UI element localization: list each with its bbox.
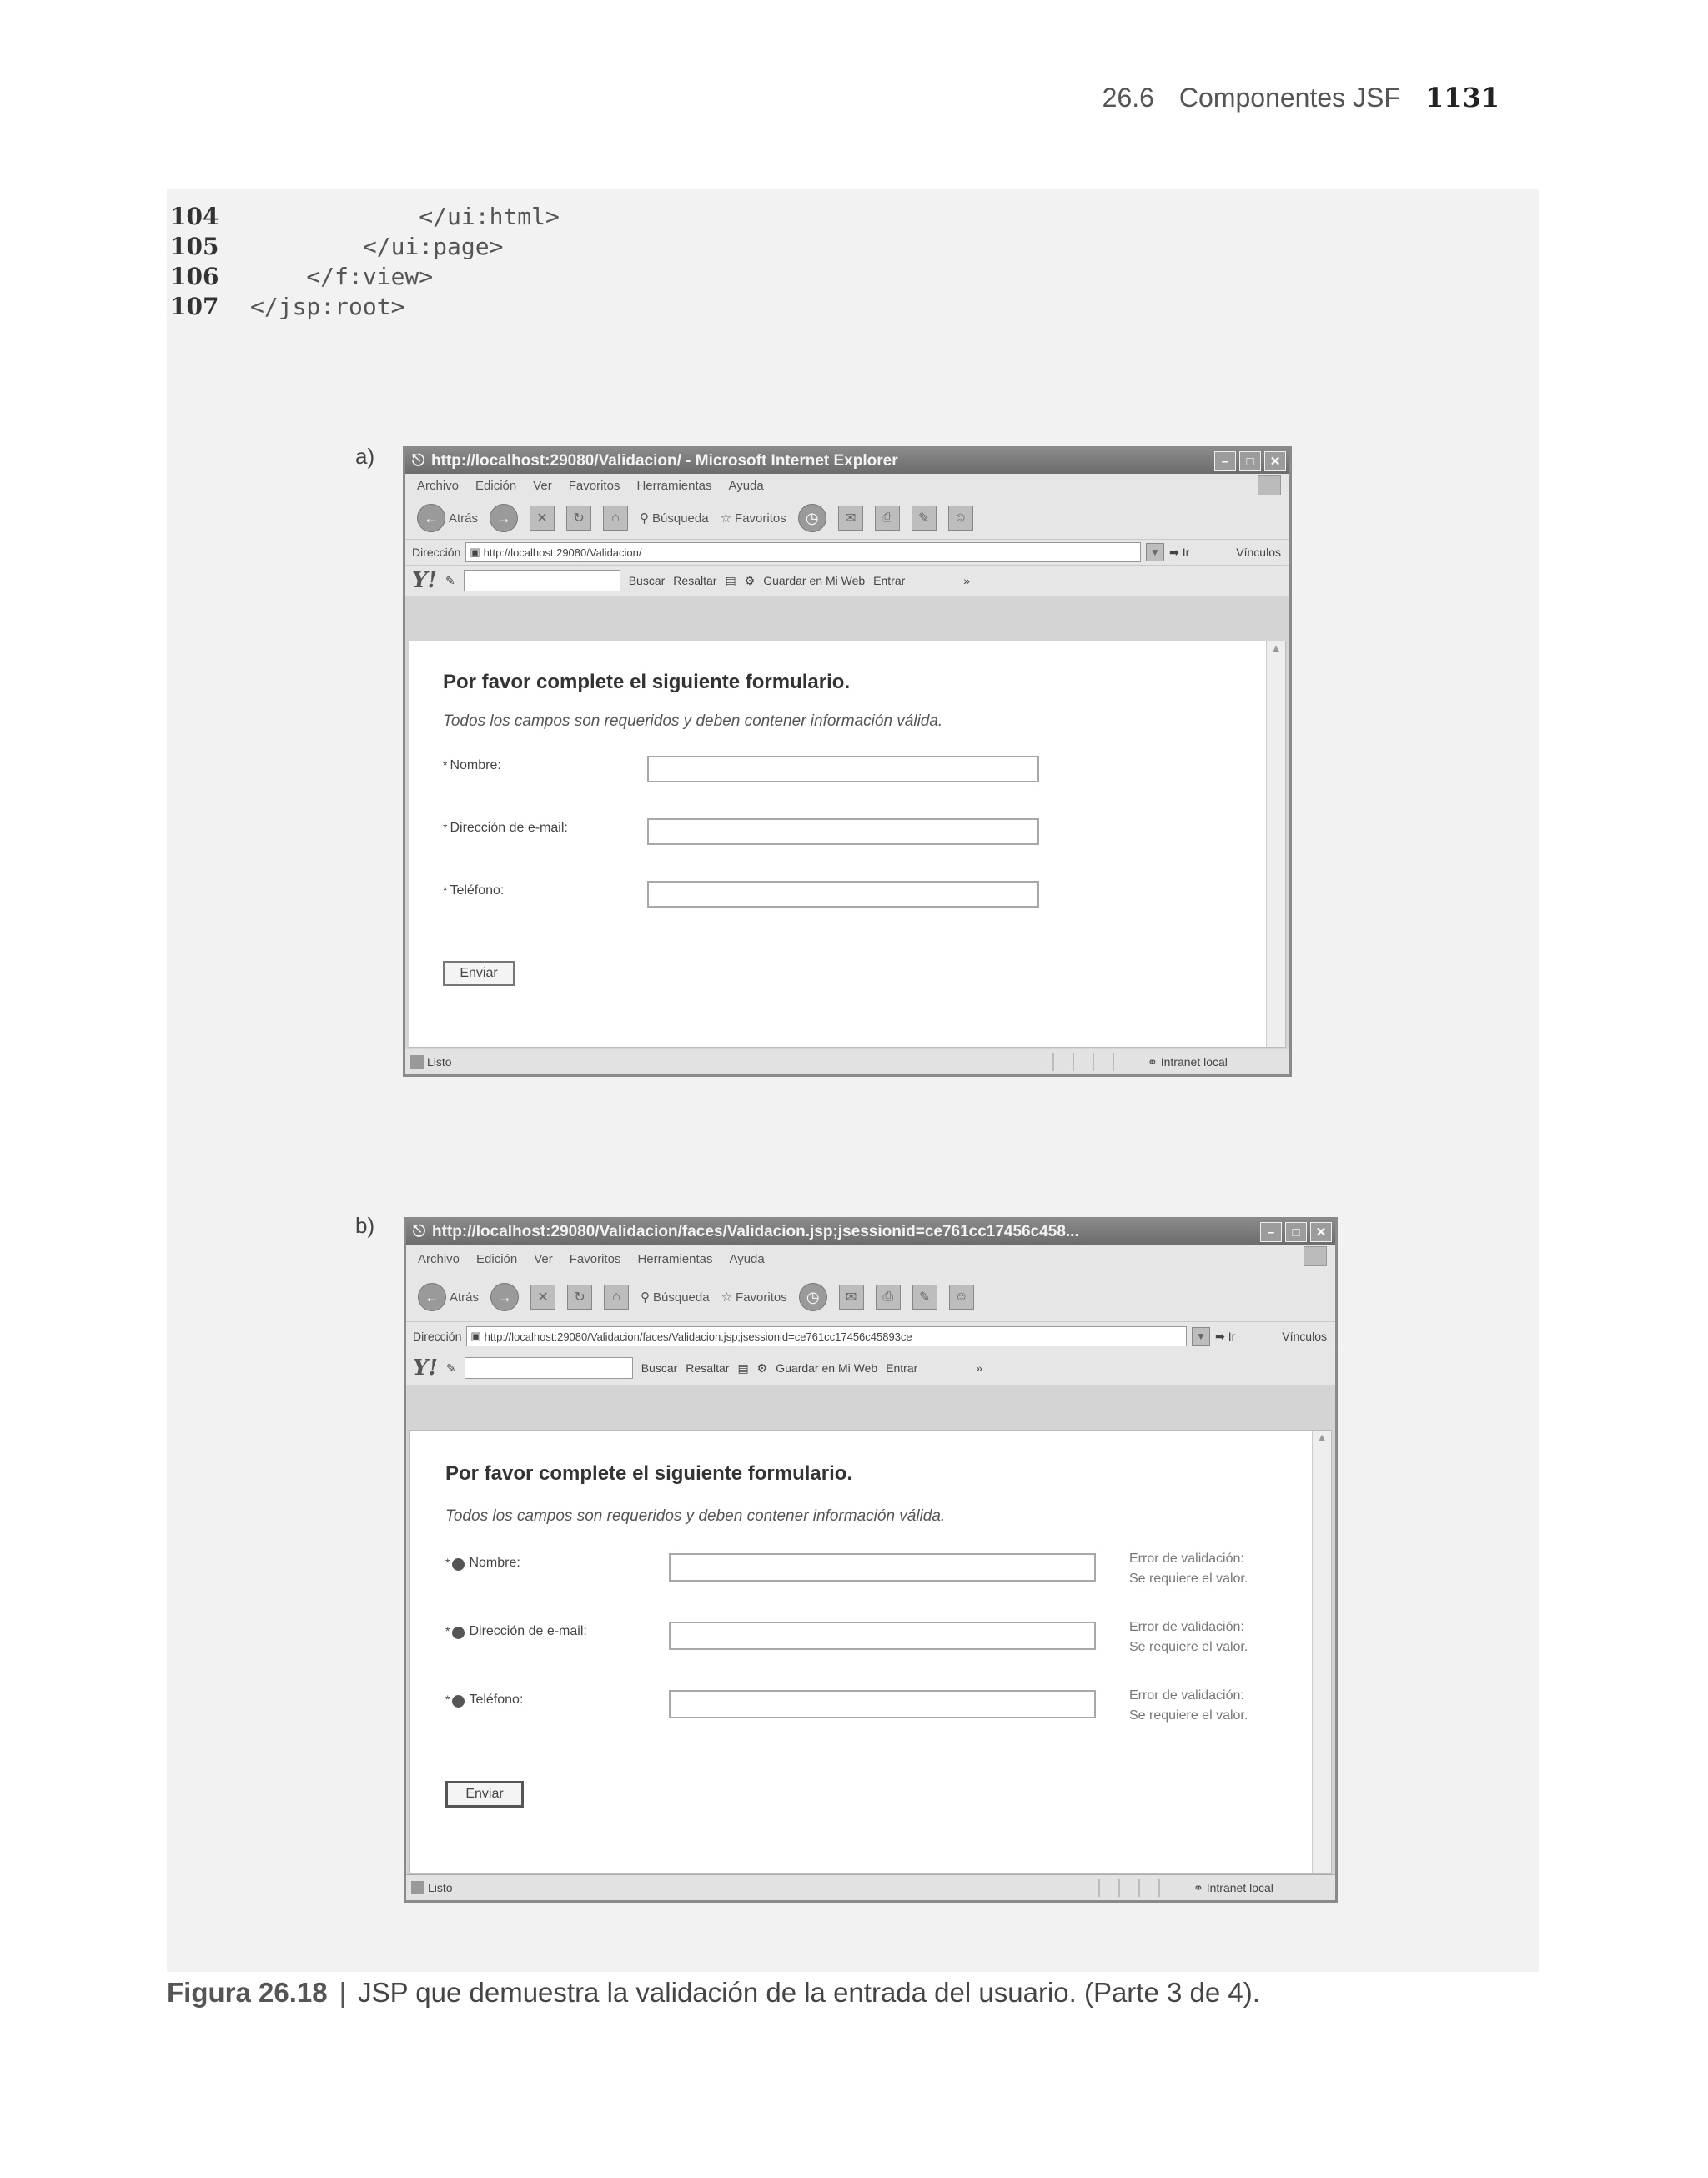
zone-text: Intranet local bbox=[1206, 1881, 1273, 1894]
menu-herramientas[interactable]: Herramientas bbox=[637, 1251, 713, 1266]
error-icon bbox=[452, 1558, 465, 1571]
intranet-icon: ⚭ bbox=[1193, 1880, 1203, 1894]
back-label: Atrás bbox=[449, 511, 479, 526]
menu-ayuda[interactable]: Ayuda bbox=[729, 1251, 765, 1266]
yahoo-toolbar bbox=[406, 1351, 1335, 1385]
dropdown-arrow-icon[interactable]: ▼ bbox=[1146, 543, 1164, 561]
scroll-up-icon[interactable]: ▲ bbox=[1270, 641, 1282, 655]
toolbar bbox=[405, 497, 1289, 539]
code-line bbox=[170, 292, 560, 322]
label-text: Nombre: bbox=[469, 1556, 520, 1570]
search-button[interactable] bbox=[640, 511, 709, 526]
toolbar bbox=[406, 1273, 1335, 1321]
code-text: </ui:html> bbox=[250, 203, 560, 230]
nombre-error bbox=[1129, 1549, 1248, 1589]
figure-panel bbox=[167, 189, 1539, 1972]
status-separators bbox=[452, 1053, 1114, 1071]
more-chevron-icon[interactable]: » bbox=[976, 1361, 983, 1375]
subfigure-label-b: b) bbox=[355, 1213, 375, 1238]
code-text: </f:view> bbox=[250, 263, 434, 290]
maximize-button[interactable]: □ bbox=[1285, 1222, 1307, 1242]
settings-icon[interactable]: ⚙ bbox=[744, 573, 756, 587]
code-text: </jsp:root> bbox=[250, 293, 405, 320]
error-title: Error de validación: bbox=[1129, 1688, 1244, 1703]
refresh-icon[interactable]: ↻ bbox=[566, 506, 591, 531]
code-line bbox=[170, 232, 560, 262]
error-message: Se requiere el valor. bbox=[1129, 1708, 1248, 1723]
label-text: Nombre: bbox=[450, 758, 501, 772]
form-heading: Por favor complete el siguiente formulario. bbox=[443, 671, 851, 693]
pencil-icon[interactable]: ✎ bbox=[445, 1361, 456, 1375]
messenger-icon[interactable]: ☺ bbox=[949, 1285, 974, 1310]
go-arrow-icon: ➡ bbox=[1169, 545, 1179, 559]
forward-arrow-icon[interactable]: → bbox=[490, 504, 518, 532]
favorites-button[interactable] bbox=[721, 511, 786, 526]
section-title: Componentes JSF bbox=[1178, 83, 1400, 113]
subfigure-label-a: a) bbox=[355, 444, 375, 469]
email-error bbox=[1129, 1617, 1248, 1657]
required-asterisk: * bbox=[445, 1693, 450, 1706]
page-icon: ▣ bbox=[470, 1330, 481, 1342]
minimize-button[interactable]: – bbox=[1214, 451, 1236, 471]
dropdown-arrow-icon[interactable]: ▼ bbox=[1192, 1327, 1210, 1346]
figure-number: Figura 26.18 bbox=[167, 1977, 328, 2008]
field-label-nombre bbox=[443, 758, 501, 773]
close-button[interactable]: ✕ bbox=[1310, 1222, 1332, 1242]
address-bar bbox=[406, 1321, 1335, 1351]
caption-separator: | bbox=[339, 1977, 347, 2008]
resaltar-button[interactable]: Resaltar bbox=[673, 574, 717, 587]
label-text: Dirección de e-mail: bbox=[469, 1624, 587, 1638]
status-bar bbox=[406, 1874, 1335, 1900]
required-asterisk: * bbox=[443, 821, 448, 834]
go-label: Ir bbox=[1228, 1330, 1236, 1343]
page-content bbox=[409, 1430, 1332, 1874]
menu-ver[interactable]: Ver bbox=[533, 478, 552, 493]
field-label-email bbox=[443, 821, 568, 836]
required-asterisk: * bbox=[445, 1556, 450, 1569]
pencil-icon[interactable]: ✎ bbox=[445, 573, 455, 587]
ie-icon: ⎋ bbox=[412, 452, 425, 470]
minimize-button[interactable]: – bbox=[1260, 1222, 1282, 1242]
security-zone bbox=[1193, 1881, 1335, 1895]
figure-caption bbox=[167, 1977, 1260, 2009]
back-label: Atrás bbox=[450, 1290, 480, 1305]
window-title: http://localhost:29080/Validacion/ - Microsoft Internet Explorer bbox=[431, 452, 898, 470]
page-icon: ▣ bbox=[470, 546, 480, 558]
search-icon: ⚲ bbox=[640, 511, 650, 526]
settings-icon[interactable]: ⚙ bbox=[756, 1361, 768, 1375]
back-button[interactable] bbox=[417, 504, 478, 532]
resaltar-button[interactable]: Resaltar bbox=[686, 1361, 730, 1375]
print-icon[interactable]: ⎙ bbox=[876, 1285, 901, 1310]
browser-window-b bbox=[404, 1217, 1338, 1903]
line-number: 104 bbox=[170, 203, 219, 230]
page-number: 1131 bbox=[1424, 82, 1500, 113]
window-title: http://localhost:29080/Validacion/faces/Validacion.jsp;jsessionid=ce761cc17456c458... bbox=[432, 1223, 1079, 1240]
windows-logo-icon bbox=[1304, 1246, 1327, 1266]
line-number: 106 bbox=[170, 263, 219, 290]
mail-icon[interactable]: ✉ bbox=[839, 1285, 864, 1310]
submit-button[interactable]: Enviar bbox=[445, 1781, 524, 1808]
required-asterisk: * bbox=[443, 758, 448, 772]
menu-favoritos[interactable]: Favoritos bbox=[569, 1251, 621, 1266]
go-button[interactable] bbox=[1215, 1330, 1235, 1344]
window-controls bbox=[1214, 451, 1289, 471]
entrar-button[interactable]: Entrar bbox=[886, 1361, 918, 1375]
entrar-button[interactable]: Entrar bbox=[873, 574, 906, 587]
form-subheading: Todos los campos son requeridos y deben contener información válida. bbox=[445, 1507, 946, 1525]
window-controls bbox=[1260, 1222, 1335, 1242]
forward-arrow-icon[interactable]: → bbox=[490, 1283, 519, 1311]
email-input[interactable] bbox=[669, 1622, 1096, 1650]
line-number: 105 bbox=[170, 233, 219, 260]
yahoo-toolbar bbox=[405, 565, 1289, 596]
links-label[interactable]: Vínculos bbox=[1282, 1330, 1327, 1343]
nombre-input[interactable] bbox=[669, 1553, 1096, 1582]
favorites-button[interactable] bbox=[721, 1290, 787, 1305]
label-text: Teléfono: bbox=[450, 883, 505, 898]
title-bar bbox=[405, 449, 1289, 474]
address-label: Dirección bbox=[413, 1330, 462, 1343]
home-icon[interactable]: ⌂ bbox=[603, 506, 628, 531]
history-icon[interactable]: ◷ bbox=[798, 504, 826, 532]
address-label: Dirección bbox=[412, 546, 461, 559]
telefono-error bbox=[1129, 1686, 1248, 1726]
menu-ayuda[interactable]: Ayuda bbox=[728, 478, 764, 493]
status-text: Listo bbox=[428, 1881, 453, 1894]
search-button[interactable] bbox=[640, 1290, 710, 1305]
menu-edicion[interactable]: Edición bbox=[476, 1251, 518, 1266]
guardar-button[interactable]: Guardar en Mi Web bbox=[776, 1361, 878, 1375]
error-message: Se requiere el valor. bbox=[1129, 1640, 1248, 1654]
back-arrow-icon: ← bbox=[418, 1283, 446, 1311]
stop-icon[interactable]: ✕ bbox=[530, 506, 555, 531]
buscar-button[interactable]: Buscar bbox=[628, 574, 666, 587]
menu-herramientas[interactable]: Herramientas bbox=[636, 478, 712, 493]
guardar-button[interactable]: Guardar en Mi Web bbox=[763, 574, 866, 587]
code-line bbox=[170, 202, 560, 232]
menu-edicion[interactable]: Edición bbox=[475, 478, 517, 493]
address-url: http://localhost:29080/Validacion/ bbox=[483, 546, 642, 559]
telefono-input[interactable] bbox=[647, 881, 1039, 908]
stop-icon[interactable]: ✕ bbox=[530, 1285, 555, 1310]
scroll-up-icon[interactable]: ▲ bbox=[1316, 1431, 1328, 1444]
search-icon: ⚲ bbox=[640, 1290, 651, 1305]
mail-icon[interactable]: ✉ bbox=[838, 506, 863, 531]
form-heading: Por favor complete el siguiente formulario. bbox=[445, 1462, 853, 1485]
error-title: Error de validación: bbox=[1129, 1552, 1244, 1566]
yahoo-search-input[interactable] bbox=[465, 1357, 633, 1379]
menu-archivo[interactable]: Archivo bbox=[418, 1251, 460, 1266]
more-chevron-icon[interactable]: » bbox=[963, 574, 971, 587]
star-icon: ☆ bbox=[720, 511, 732, 526]
yahoo-search-input[interactable] bbox=[464, 570, 620, 591]
status-text: Listo bbox=[427, 1055, 452, 1069]
maximize-button[interactable]: □ bbox=[1239, 451, 1261, 471]
back-button[interactable] bbox=[418, 1283, 479, 1311]
address-input[interactable] bbox=[466, 1326, 1187, 1346]
layout-icon[interactable]: ▤ bbox=[725, 573, 736, 587]
layout-icon[interactable]: ▤ bbox=[737, 1361, 749, 1375]
running-head bbox=[1103, 82, 1500, 113]
favorites-label: Favoritos bbox=[735, 511, 786, 526]
zone-text: Intranet local bbox=[1160, 1055, 1228, 1069]
close-button[interactable]: ✕ bbox=[1264, 451, 1286, 471]
windows-logo-icon bbox=[1258, 475, 1281, 495]
error-icon bbox=[452, 1695, 465, 1708]
address-url: http://localhost:29080/Validacion/faces/Validacion.jsp;jsessionid=ce761cc17456c45893ce bbox=[484, 1330, 912, 1343]
refresh-icon[interactable]: ↻ bbox=[567, 1285, 592, 1310]
scrollbar[interactable] bbox=[1312, 1431, 1331, 1873]
security-zone bbox=[1148, 1055, 1289, 1069]
telefono-input[interactable] bbox=[669, 1690, 1096, 1718]
edit-icon[interactable]: ✎ bbox=[912, 506, 937, 531]
menu-archivo[interactable]: Archivo bbox=[417, 478, 460, 493]
scrollbar[interactable] bbox=[1266, 641, 1285, 1047]
status-bar bbox=[405, 1049, 1289, 1074]
required-asterisk: * bbox=[443, 883, 448, 897]
history-icon[interactable]: ◷ bbox=[799, 1283, 827, 1311]
favorites-label: Favoritos bbox=[736, 1290, 787, 1305]
email-input[interactable] bbox=[647, 818, 1039, 845]
go-arrow-icon: ➡ bbox=[1215, 1329, 1225, 1343]
code-listing bbox=[170, 202, 560, 322]
submit-button[interactable]: Enviar bbox=[443, 961, 515, 986]
required-asterisk: * bbox=[445, 1624, 450, 1637]
field-label-email bbox=[445, 1624, 587, 1639]
page-done-icon bbox=[410, 1055, 424, 1069]
error-title: Error de validación: bbox=[1129, 1620, 1244, 1634]
search-label: Búsqueda bbox=[652, 511, 709, 526]
ie-icon: ⎋ bbox=[413, 1223, 426, 1240]
form-subheading: Todos los campos son requeridos y deben contener información válida. bbox=[443, 712, 943, 730]
section-number: 26.6 bbox=[1102, 83, 1154, 113]
error-icon bbox=[452, 1627, 465, 1639]
title-bar bbox=[406, 1220, 1335, 1245]
print-icon[interactable]: ⎙ bbox=[875, 506, 900, 531]
field-label-nombre bbox=[445, 1556, 520, 1571]
page-content bbox=[409, 641, 1286, 1048]
field-label-telefono bbox=[443, 883, 504, 898]
code-line bbox=[170, 262, 560, 292]
address-bar bbox=[405, 539, 1289, 565]
line-number: 107 bbox=[170, 293, 219, 320]
caption-text: JSP que demuestra la validación de la entrada del usuario. (Parte 3 de 4). bbox=[358, 1977, 1260, 2008]
star-icon: ☆ bbox=[721, 1290, 733, 1305]
code-text: </ui:page> bbox=[250, 233, 504, 260]
yahoo-logo[interactable]: Y! bbox=[412, 568, 437, 593]
field-label-telefono bbox=[445, 1693, 523, 1708]
back-arrow-icon: ← bbox=[417, 504, 445, 532]
page-done-icon bbox=[411, 1881, 424, 1894]
browser-window-a bbox=[403, 446, 1292, 1077]
links-label[interactable]: Vínculos bbox=[1236, 546, 1281, 559]
status-separators bbox=[453, 1879, 1160, 1897]
label-text: Teléfono: bbox=[469, 1693, 524, 1707]
menu-favoritos[interactable]: Favoritos bbox=[568, 478, 620, 493]
buscar-button[interactable]: Buscar bbox=[640, 1361, 678, 1375]
menu-ver[interactable]: Ver bbox=[534, 1251, 553, 1266]
error-message: Se requiere el valor. bbox=[1129, 1572, 1248, 1586]
home-icon[interactable]: ⌂ bbox=[604, 1285, 629, 1310]
nombre-input[interactable] bbox=[647, 756, 1039, 782]
menu-bar bbox=[405, 474, 1289, 497]
address-input[interactable] bbox=[465, 542, 1141, 562]
messenger-icon[interactable]: ☺ bbox=[948, 506, 973, 531]
edit-icon[interactable]: ✎ bbox=[912, 1285, 937, 1310]
menu-bar bbox=[406, 1245, 1335, 1273]
go-button[interactable] bbox=[1169, 546, 1189, 560]
go-label: Ir bbox=[1182, 546, 1190, 559]
yahoo-logo[interactable]: Y! bbox=[413, 1356, 438, 1381]
label-text: Dirección de e-mail: bbox=[450, 821, 568, 835]
intranet-icon: ⚭ bbox=[1148, 1054, 1158, 1069]
search-label: Búsqueda bbox=[653, 1290, 710, 1305]
